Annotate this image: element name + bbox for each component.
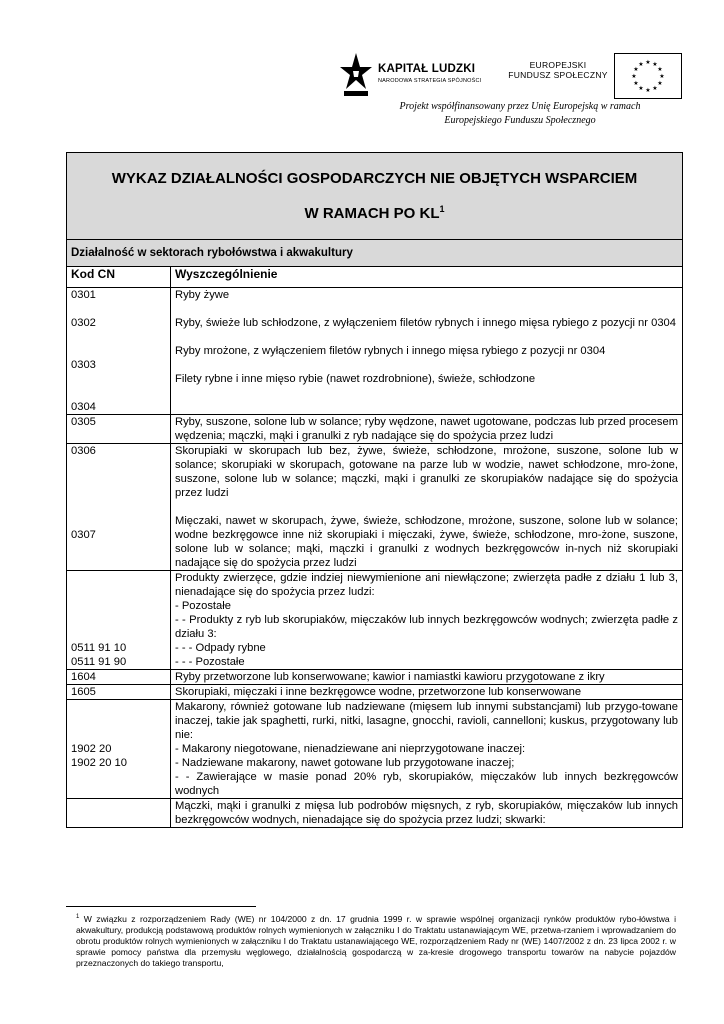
activities-table [66,152,683,828]
table-header-row [67,267,683,288]
svg-text:★: ★ [633,80,639,87]
eu-stars-icon [615,54,681,98]
svg-text:★: ★ [638,61,644,68]
page-header [0,0,724,150]
sector-heading: Działalność w sektorach rybołówstwa i akwakultury [67,240,683,267]
footnote [76,912,676,969]
kapital-ludzki-subtitle: NARODOWA STRATEGIA SPÓJNOŚCI [378,78,482,84]
svg-text:★: ★ [659,73,665,80]
row-codes: 0305 [67,415,171,444]
row-codes [67,799,171,828]
svg-text:★: ★ [652,85,658,92]
row-codes: 1604 [67,670,171,685]
row-description: Produkty zwierzęce, gdzie indziej niewymienione ani niewłączone; zwierzęta padłe z działu 1 lub 3, nienadające się do spożycia przez ludzi: - Pozostałe - - Produkty z ryb lub skorupiaków, mięczaków lub innych bezkręgowców wodnych; zwierzęta padłe z działu 3: - - - Odpady rybne - - - Pozostałe [171,571,683,670]
svg-text:★: ★ [652,61,658,68]
footnote-text: W związku z rozporządzeniem Rady (WE) nr 104/2000 z dn. 17 grudnia 1999 r. w sprawie wspólnej organizacji rynków produktów rybo-łówstwa i akwakultury, produkcją podstawową produktów rolnych wymienionych w załączniku I do Traktatu ustanawiającym WE, przetwa-rzaniem i wprowadzaniem do obrotu produktów rolnych wymienionych w załączniku I do Traktatu ustanawiającego WE, rozporządzeniem Rady nr (WE) 1407/2002 z dn. 23 lipca 2002 r. w sprawie pomocy państwa dla przemysłu węglowego, działalnością gospodarczą w za-kresie drogowego transportu towarów na nabycie pojazdów przeznaczonych do takiego transportu, [76,913,676,968]
col-header-description: Wyszczególnienie [171,267,683,288]
table-row [67,685,683,700]
row-description: Ryby, suszone, solone lub w solance; ryby wędzone, nawet ugotowane, podczas lub przed procesem wędzenia; mączki, mąki i granulki z ryb nadające się do spożycia przez ludzi [171,415,683,444]
kapital-ludzki-name: KAPITAŁ LUDZKI [378,63,476,75]
row-codes: 0306 0307 [67,444,171,571]
title-footnote-marker: 1 [439,203,445,214]
row-description: Ryby przetworzone lub konserwowane; kawior i namiastki kawioru przygotowane z ikry [171,670,683,685]
footnote-divider [66,906,256,907]
table-row [67,415,683,444]
table-row [67,571,683,670]
svg-text:★: ★ [631,73,637,80]
eu-fund-line1: EUROPEJSKI [529,60,587,70]
table-row [67,700,683,799]
eu-flag-icon [614,53,682,99]
row-description: Skorupiaki w skorupach lub bez, żywe, świeże, schłodzone, mrożone, suszone, solone lub w solance; skorupiaki w skorupach, gotowane na parze lub w wodzie, nawet schłodzone, mro-żone, suszone, solone lub w solance; mączki, mąki i granulki ze skorupiaków nadające się do spożycia przez ludzi Mięczaki, nawet w skorupach, żywe, świeże, schłodzone, mrożone, suszone, solone lub w solance; wodne bezkręgowce inne niż skorupiaki i mięczaki, żywe, świeże, schłodzone, mro-żone, suszone, solone lub w solance; mąki, mączki i granulki z wodnych bezkręgowców in-nych niż skorupiaki nadające się do spożycia przez ludzi [171,444,683,571]
project-note [330,100,710,128]
row-description: Skorupiaki, mięczaki i inne bezkręgowce wodne, przetworzone lub konserwowane [171,685,683,700]
kapital-ludzki-logo [340,53,490,99]
title-line1: WYKAZ DZIAŁALNOŚCI GOSPODARCZYCH NIE OBJĘTYCH WSPARCIEM [111,169,638,187]
kapital-ludzki-star-icon [340,53,372,97]
row-codes: 0301 0302 0303 0304 [67,288,171,415]
svg-text:★: ★ [657,80,663,87]
svg-text:★: ★ [645,87,651,94]
row-description: Mączki, mąki i granulki z mięsa lub podrobów mięsnych, z ryb, skorupiaków, mięczaków lub innych bezkręgowców wodnych, nienadające się do spożycia przez ludzi; skwarki: [171,799,683,828]
title-line2: W RAMACH PO $KL^1$ [304,203,445,222]
svg-text:★: ★ [657,66,663,73]
svg-text:★: ★ [645,59,651,66]
document-title [67,153,683,240]
row-codes: 1605 [67,685,171,700]
svg-text:★: ★ [638,85,644,92]
footnote-marker: 1 [76,914,80,920]
row-description: Ryby żywe Ryby, świeże lub schłodzone, z wyłączeniem filetów rybnych i innego mięsa rybiego z pozycji nr 0304 Ryby mrożone, z wyłączeniem filetów rybnych i innego mięsa rybiego z pozycji nr 0304 Filety rybne i inne mięso rybie (nawet rozdrobnione), świeże, schłodzone [171,288,683,415]
project-note-line2: Europejskiego Funduszu Społecznego [444,115,596,126]
row-description: Makarony, również gotowane lub nadziewane (mięsem lub innymi substancjami) lub przygo-towane inaczej, takie jak spaghetti, rurki, nitki, lasagne, gnocchi, ravioli, cannelloni; kuskus, przygotowany lub nie: - Makarony niegotowane, nienadziewane ani nieprzygotowane inaczej: - Nadziewane makarony, nawet gotowane lub przygotowane inaczej; - - Zawierające w masie ponad 20% ryb, skorupiaków, mięczaków lub innych bezkręgowców wodnych [171,700,683,799]
table-row [67,444,683,571]
project-note-line1: Projekt współfinansowany przez Unię Europejską w ramach [399,101,641,112]
eu-fund-line2: FUNDUSZ SPOŁECZNY [508,70,608,80]
row-codes: 1902 20 1902 20 10 [67,700,171,799]
col-header-code: Kod CN [67,267,171,288]
eu-fund-text [508,60,608,80]
table-row [67,670,683,685]
row-codes: 0511 91 10 0511 91 90 [67,571,171,670]
table-row [67,288,683,415]
svg-text:★: ★ [633,66,639,73]
table-row [67,799,683,828]
